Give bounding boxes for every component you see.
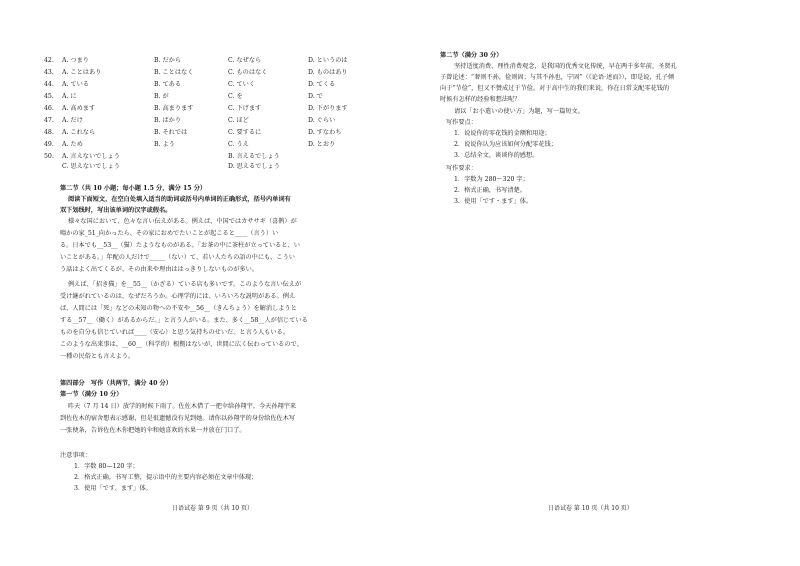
section2-instruction-2: 双下划线时，写出该单词的汉字或假名。 [60, 207, 172, 214]
passage-line: 鳴かの家_51_向かったら、その家におめでたいことが起こると____（言う）い [60, 230, 279, 237]
note-item: 2．格式正确，书写工整，提示语中的主要内容必须在文章中体现； [74, 474, 258, 481]
option-number: 42. [44, 57, 54, 64]
option-number: 43. [44, 69, 54, 76]
passage-line: このような出来事は、__60__（科学的）根拠はないが、世間に広く伝わっているので、 [60, 341, 303, 348]
q50-option-b: B. 言えるでしょう [228, 153, 280, 160]
passage-line: う話はよく出てくるが、その由来や理由ははっきりしないものが多い。 [60, 266, 258, 273]
section1-line: 到佐佐木的宿舍想表示感谢，但是很遗憾没有见到她。请你以孙翔宇的身份给佐佐木写 [60, 415, 296, 422]
option-number: 45. [44, 93, 54, 100]
intro-line: 时候有怎样的经验和想法呢？ [440, 96, 521, 103]
option-b: B. よう [154, 141, 175, 148]
option-a: A. 高めます [62, 105, 96, 112]
intro-line: 子曾论述：“奢则不孙，俭则固；与其不孙也，宁固”（《论语·述而》），即是说，孔子倾 [440, 74, 675, 81]
option-a: A. に [62, 93, 77, 100]
option-a: A. つまり [62, 57, 89, 64]
right-section-title: 第二节（满分 30 分） [440, 52, 503, 59]
option-d: D. とおり [308, 141, 336, 148]
q50-option-d: D. 思えるでしょう [228, 163, 280, 170]
option-b: B. ばかり [154, 117, 182, 124]
option-d: D. すなわち [308, 129, 342, 136]
point-item: 2．说说你认为应该如何分配零花钱； [454, 141, 557, 148]
section1-title: 第一节（满分 10 分） [60, 391, 123, 398]
passage-line: 一種の民俗とも言えよう。 [60, 353, 135, 360]
passage-line: る。日本でも__53__（猫）たようなものがある。「お茶の中に茶柱が立っていると、い [60, 242, 300, 249]
option-d: D. 下がります [308, 105, 348, 112]
passage-line: いことがある。」年配の人だけで_____（ない）て、若い人たちの語の中にも、こうい [60, 254, 295, 261]
notes-title: 注意事项： [60, 452, 91, 459]
point-item: 1．说说你的零花钱的金额和用途； [454, 130, 551, 137]
note-item: 1．字数 80—120 字； [74, 463, 139, 470]
option-b: B. てある [154, 81, 182, 88]
option-c: C. ていく [228, 81, 256, 88]
option-number: 49. [44, 141, 54, 148]
option-c: C. ものはなく [228, 69, 268, 76]
part4-title: 第四部分 写作（共两节，满分 40 分） [60, 380, 172, 387]
option-c: C. ほど [228, 117, 249, 124]
option-a: A. だけ [62, 117, 83, 124]
option-a: A. ため [62, 141, 83, 148]
section1-line: 昨天（7 月 14 日）放学的时候下雨了。佐佐木借了一把伞给孙翔宇。今天孙翔宇来 [68, 403, 297, 410]
section2-instruction-1: 阅读下面短文，在空白处填入适当的助词或括号内单词的正确形式，括号内单词有 [68, 196, 291, 203]
option-a: A. これなら [62, 129, 96, 136]
option-a: A. ことはあり [62, 69, 102, 76]
option-c: C. を [228, 93, 243, 100]
section1-line: 一张便条，告诉佐佐木你把她的伞和她喜欢的水果一并放在门口了。 [60, 427, 246, 434]
requirement-item: 3．使用「です・ます」体。 [454, 198, 533, 205]
option-b: B. だから [154, 57, 182, 64]
writing-prompt: 请以「お小遣いの使い方」为题，写一篇短文。 [454, 108, 584, 115]
option-d: D. ぐらい [308, 117, 336, 124]
passage-line: 様々な国において、色々な言い伝えがある。例えば、中国ではカササギ（喜鹊）が [68, 218, 297, 225]
option-b: B. それでは [154, 129, 188, 136]
section2-title: 第二节（共 10 小题；每小题 1.5 分，满分 15 分） [60, 185, 207, 192]
option-b: B. 高まります [154, 105, 194, 112]
intro-line: 坚持适度消费、理性消费观念，是我国的优秀文化传统，早在两千多年前，圣贤孔 [454, 63, 677, 70]
option-b: B. が [154, 93, 169, 100]
option-number: 47. [44, 117, 54, 124]
left-footer: 日语试卷 第 9 页（共 10 页） [172, 505, 253, 512]
requirement-item: 1．字数为 280～320 字； [454, 176, 529, 183]
passage-line: 受け継がれているのは、なぜだろうか。心理学的には、いろいろな説明がある。例え [60, 293, 296, 300]
option-d: D. というのは [308, 57, 348, 64]
option-number: 48. [44, 129, 54, 136]
option-number: 44. [44, 81, 54, 88]
right-footer: 日语试卷 第 10 页（共 10 页） [548, 505, 633, 512]
q50-num: 50. [44, 153, 54, 160]
option-c: C. 下げます [228, 105, 262, 112]
requirements-title: 写作要求： [446, 165, 477, 172]
intro-line: 向于“节俭”，但又不赞成过于节俭。对于高中生的我们来说，你在日常支配零花钱的 [440, 85, 670, 92]
passage-line: 例えば、「招き猫」を__55__（かざる）ている店も多いです。このような言い伝えが [68, 281, 302, 288]
q50-option-c: C. 思えないでしょう [62, 163, 120, 170]
note-item: 3．使用「です、ます」体。 [74, 485, 152, 492]
points-title: 写作要点： [446, 119, 477, 126]
passage-line: ものを自分も信じていれば____（安心）と思う気持ちのせいだ。と言う人もいる。 [60, 329, 289, 336]
option-d: D. てくる [308, 81, 336, 88]
option-number: 46. [44, 105, 54, 112]
q50-option-a: A. 言えないでしょう [62, 153, 120, 160]
requirement-item: 2．格式正确，书写清楚。 [454, 187, 526, 194]
option-c: C. なぜなら [228, 57, 262, 64]
option-d: D. ものはあり [308, 69, 348, 76]
option-c: C. うえ [228, 141, 249, 148]
passage-line: ば、人間には「死」などの未知の物への不安や__56__（きんちょう）を解消しようと [60, 305, 297, 312]
option-d: D. で [308, 93, 323, 100]
point-item: 3．总结全文，谈谈你的感想。 [454, 152, 539, 159]
option-c: C. 要するに [228, 129, 262, 136]
passage-line: する__57__（働く）があるからだ。」と言う人がいる。また、多く__58__人が信じている [60, 317, 308, 324]
option-a: A. ている [62, 81, 89, 88]
option-b: B. ことはなく [154, 69, 194, 76]
